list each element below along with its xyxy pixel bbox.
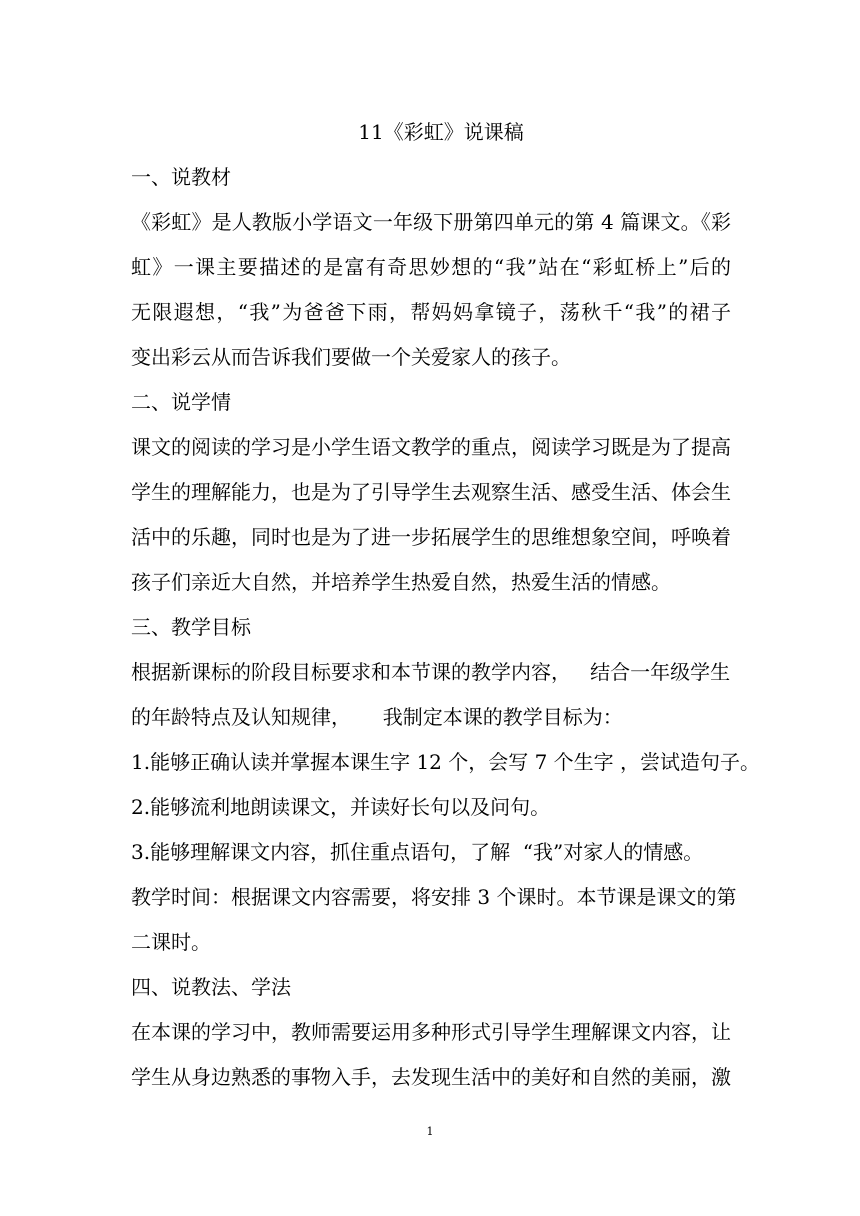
paragraph-line: 活中的乐趣，同时也是为了进一步拓展学生的思维想象空间，呼唤着 (131, 525, 731, 549)
paragraph-line: 学生的理解能力，也是为了引导学生去观察生活、感受生活、体会生 (131, 480, 731, 504)
paragraph-line: 孩子们亲近大自然，并培养学生热爱自然，热爱生活的情感。 (131, 570, 671, 594)
paragraph-line: 学生从身边熟悉的事物入手，去发现生活中的美好和自然的美丽，激 (131, 1065, 731, 1089)
paragraph-line: 《彩虹》是人教版小学语文一年级下册第四单元的第 4 篇课文。《彩 (131, 210, 731, 234)
heading-student-analysis: 二、说学情 (131, 390, 231, 414)
heading-methods: 四、说教法、学法 (131, 975, 291, 999)
goal-item: 1.能够正确认读并掌握本课生字 12 个，会写 7 个生字 ，尝试造句子。 (131, 750, 761, 774)
goal-item: 3.能够理解课文内容，抓住重点语句，了解 “我”对家人的情感。 (131, 840, 704, 864)
paragraph-line: 二课时。 (131, 930, 211, 954)
paragraph-line: 的年龄特点及认知规律， 我制定本课的教学目标为： (131, 705, 623, 729)
paragraph-line: 教学时间：根据课文内容需要，将安排 3 个课时。本节课是课文的第 (131, 885, 737, 909)
heading-textbook: 一、说教材 (131, 165, 231, 189)
heading-teaching-goals: 三、教学目标 (131, 615, 251, 639)
document-body (131, 110, 761, 1100)
paragraph-line: 课文的阅读的学习是小学生语文教学的重点，阅读学习既是为了提高 (131, 435, 731, 459)
page-title: 11《彩虹》说课稿 (358, 120, 524, 144)
paragraph-line: 虹》一课主要描述的是富有奇思妙想的“我”站在“彩虹桥上”后的 (131, 255, 731, 279)
paragraph-line: 变出彩云从而告诉我们要做一个关爱家人的孩子。 (131, 345, 571, 369)
goal-item: 2.能够流利地朗读课文，并读好长句以及问句。 (131, 795, 551, 819)
page-number: 1 (426, 1125, 434, 1138)
paragraph-line: 根据新课标的阶段目标要求和本节课的教学内容， 结合一年级学生 (131, 660, 731, 684)
paragraph-line: 在本课的学习中，教师需要运用多种形式引导学生理解课文内容，让 (131, 1020, 731, 1044)
paragraph-line: 无限遐想，“我”为爸爸下雨，帮妈妈拿镜子，荡秋千“我”的裙子 (131, 300, 731, 324)
